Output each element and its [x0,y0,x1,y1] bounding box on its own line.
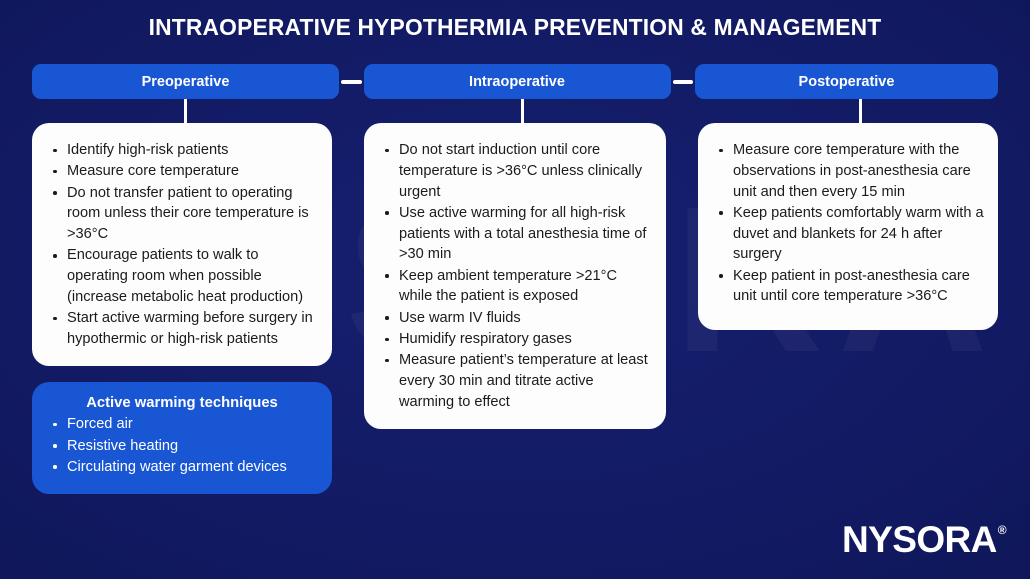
content-columns [32,123,998,494]
tab-preoperative-label: Preoperative [141,73,230,90]
card-postoperative [698,123,998,330]
tab-preoperative[interactable] [32,64,339,99]
list-item: Measure patient’s temperature at least every 30 min and titrate active warming to effect [378,350,652,412]
registered-trademark-icon: ® [997,523,1006,537]
list-item: Measure core temperature [46,161,318,182]
list-item: Humidify respiratory gases [378,329,652,350]
list-item: Do not transfer patient to operating room unless their core temperature is >36°C [46,183,318,245]
list-item: Resistive heating [46,436,318,457]
list-item: Keep patient in post-anesthesia care unit until core temperature >36°C [712,266,984,308]
list-item: Circulating water garment devices [46,457,318,478]
list-item: Keep ambient temperature >21°C while the patient is exposed [378,266,652,308]
list-item: Identify high-risk patients [46,140,318,161]
list-item: Use warm IV fluids [378,308,652,329]
list-item: Start active warming before surgery in hypothermic or high-risk patients [46,308,318,350]
list-item: Use active warming for all high-risk patients with a total anesthesia time of >30 min [378,203,652,265]
tab-postoperative[interactable] [695,64,998,99]
list-item: Do not start induction until core temperature is >36°C unless clinically urgent [378,140,652,202]
tab-intraoperative-label: Intraoperative [469,73,565,90]
tab-postoperative-label: Postoperative [798,73,895,90]
connector-stem-preoperative [184,99,187,123]
list-item: Keep patients comfortably warm with a duvet and blankets for 24 h after surgery [712,203,984,265]
column-postoperative [698,123,998,330]
phase-tab-row [32,64,998,99]
active-warming-techniques-title: Active warming techniques [86,395,278,412]
column-preoperative [32,123,332,494]
connector-stem-postoperative [859,99,862,123]
nysora-logo [842,519,1006,561]
connector-stem-intraoperative [521,99,524,123]
intraoperative-bullet-list [378,140,652,413]
column-intraoperative [364,123,666,429]
list-item: Forced air [46,414,318,435]
list-item: Measure core temperature with the observations in post-anesthesia care unit and then every 15 min [712,140,984,202]
card-preoperative [32,123,332,366]
preoperative-bullet-list [46,140,318,350]
tab-connector-1 [341,80,362,84]
tab-connector-2 [673,80,694,84]
tab-intraoperative[interactable] [364,64,671,99]
page-title: INTRAOPERATIVE HYPOTHERMIA PREVENTION & MANAGEMENT [148,14,882,40]
postoperative-bullet-list [712,140,984,307]
nysora-logo-text: NYSORA [842,519,997,560]
card-intraoperative [364,123,666,429]
active-warming-techniques-list [46,414,318,477]
active-warming-techniques-box [32,382,332,494]
list-item: Encourage patients to walk to operating room when possible (increase metabolic heat production) [46,245,318,307]
